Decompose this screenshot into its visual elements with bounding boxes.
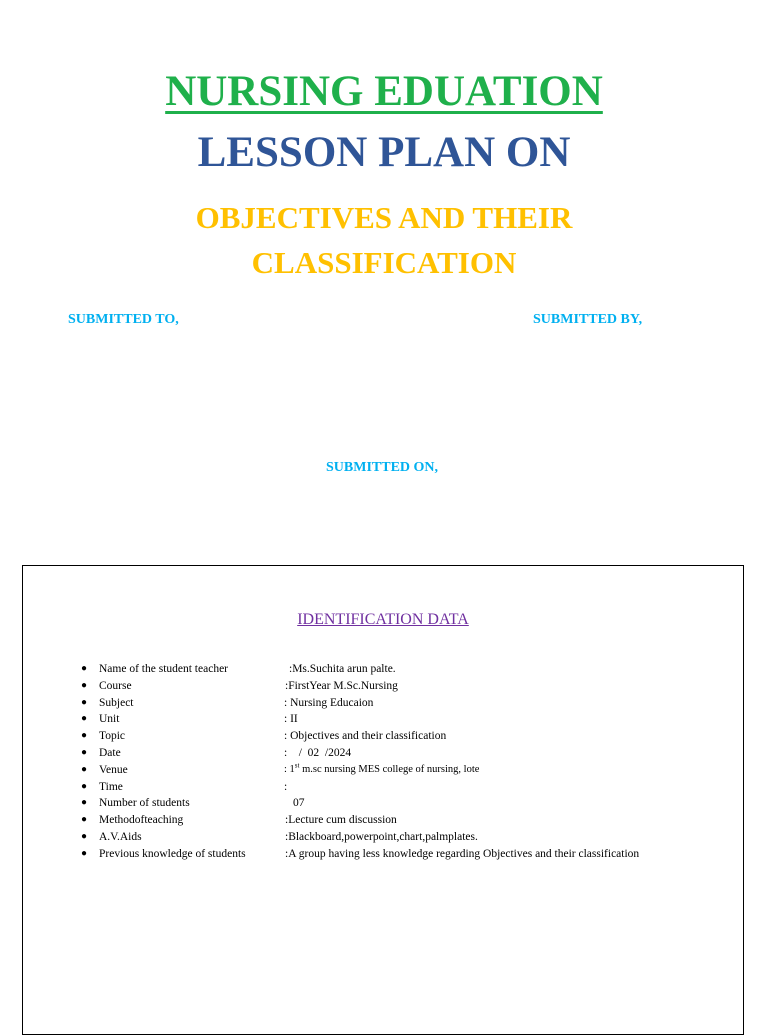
- bullet-icon: ●: [81, 746, 88, 758]
- subject-title: NURSING EDUATION: [165, 68, 603, 115]
- row-value: :Ms.Suchita arun palte.: [289, 663, 396, 675]
- row-label: Subject: [99, 696, 134, 709]
- row-value: :FirstYear M.Sc.Nursing: [285, 679, 398, 692]
- identification-data-heading: IDENTIFICATION DATA: [297, 611, 469, 628]
- bullet-icon: ●: [81, 663, 88, 674]
- bullet-icon: ●: [81, 679, 88, 691]
- submitted-on-label: SUBMITTED ON,: [326, 460, 439, 475]
- submitted-by-label: SUBMITTED BY,: [533, 312, 643, 327]
- row-value: : Nursing Educaion: [284, 696, 374, 709]
- bullet-icon: ●: [81, 780, 88, 792]
- row-label: Previous knowledge of students: [99, 847, 246, 860]
- bullet-icon: ●: [81, 847, 88, 859]
- bullet-icon: ●: [81, 830, 88, 842]
- bullet-icon: ●: [81, 713, 88, 725]
- row-value: :Blackboard,powerpoint,chart,palmplates.: [285, 830, 478, 843]
- bullet-icon: ●: [81, 730, 88, 742]
- venue-suffix: m.sc nursing MES college of nursing, lote: [299, 763, 480, 775]
- row-value: 07: [293, 797, 305, 810]
- row-value: : Objectives and their classification: [284, 730, 447, 743]
- row-label: Number of students: [99, 797, 190, 810]
- bullet-icon: ●: [81, 814, 88, 826]
- row-label: Unit: [99, 713, 120, 726]
- row-label: Date: [99, 746, 121, 759]
- venue-prefix: : 1: [284, 763, 295, 775]
- bullet-icon: ●: [81, 797, 88, 809]
- row-value: : II: [284, 713, 298, 726]
- bullet-icon: ●: [81, 763, 88, 775]
- row-value: :Lecture cum discussion: [285, 814, 397, 827]
- row-label: Name of the student teacher: [99, 663, 228, 675]
- venue-superscript: st: [294, 761, 300, 770]
- identification-data-box: [22, 565, 744, 1035]
- row-label: A.V.Aids: [99, 830, 142, 843]
- topic-title-line1: OBJECTIVES AND THEIR: [195, 200, 573, 235]
- row-label: Course: [99, 679, 132, 692]
- lesson-plan-heading: LESSON PLAN ON: [197, 129, 571, 176]
- row-value: :: [284, 780, 288, 793]
- bullet-icon: ●: [81, 696, 88, 708]
- row-label: Methodofteaching: [99, 814, 184, 827]
- row-value: : / 02 /2024: [284, 746, 352, 759]
- row-value: :A group having less knowledge regarding Objectives and their classification: [285, 847, 640, 860]
- submitted-to-label: SUBMITTED TO,: [68, 312, 179, 327]
- topic-title-line2: CLASSIFICATION: [251, 245, 517, 280]
- row-label: Time: [99, 780, 123, 793]
- row-label: Venue: [99, 763, 128, 776]
- row-value: [284, 762, 479, 779]
- row-label: Topic: [99, 730, 126, 743]
